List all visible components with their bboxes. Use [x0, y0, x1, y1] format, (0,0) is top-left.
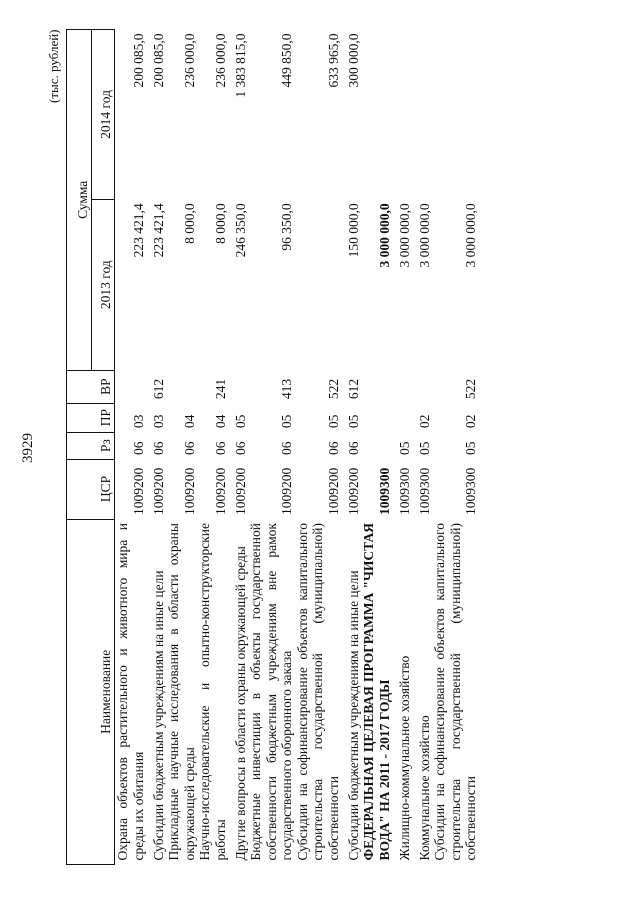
header-name: Наименование: [67, 519, 115, 864]
row-name: Прикладные научные исследования в области охраны окружающей среды: [166, 523, 197, 861]
row-pr: 03: [130, 414, 146, 429]
row-csr: 1009200: [345, 467, 361, 516]
row-pr: 04: [181, 414, 197, 429]
row-vr: 612: [345, 378, 361, 400]
row-csr: 1009300: [396, 467, 412, 516]
row-csr: 1009300: [376, 467, 392, 516]
row-name: Охрана объектов растительного и животного мира и среды их обитания: [115, 523, 146, 861]
table-row: [228, 30, 248, 865]
row-vr: 522: [463, 378, 479, 400]
row-2014: [392, 30, 412, 200]
row-2014: 1 383 815,0: [232, 33, 248, 98]
row-2014: 236 000,0: [181, 33, 197, 88]
row-csr: 1009200: [279, 467, 295, 516]
row-2013: 3 000 000,0: [376, 203, 392, 268]
header-vr: ВР: [67, 370, 115, 403]
row-name: ФЕДЕРАЛЬНАЯ ЦЕЛЕВАЯ ПРОГРАММА "ЧИСТАЯ ВОДА" НА 2011 - 2017 ГОДЫ: [361, 523, 392, 861]
row-pr: [392, 403, 412, 432]
header-2013: 2013 год: [92, 199, 115, 370]
header-sum: Сумма: [67, 30, 92, 371]
row-csr: 1009200: [181, 467, 197, 516]
header-rz: Рз: [67, 432, 115, 459]
row-vr: 612: [150, 378, 166, 400]
row-2013: 3 000 000,0: [396, 203, 412, 268]
row-2014: [361, 30, 392, 200]
row-rz: [361, 432, 392, 459]
row-pr: 02: [416, 414, 432, 429]
table-row: [248, 30, 295, 865]
row-rz: 06: [345, 441, 361, 456]
row-vr: 241: [212, 378, 228, 400]
header-pr: ПР: [67, 403, 115, 432]
row-rz: 06: [232, 441, 248, 456]
row-2014: 300 000,0: [345, 33, 361, 88]
row-2013: 223 421,4: [150, 203, 166, 258]
row-name: Коммунальное хозяйство: [416, 715, 432, 861]
row-name: Научно-исследовательские и опытно-конструкторские работы: [197, 523, 228, 861]
row-name: Субсидии на софинансирование объектов капитального строительства государственной (муниципальной) собственности: [294, 523, 341, 861]
row-rz: 06: [325, 441, 341, 456]
row-pr: 05: [279, 414, 295, 429]
row-pr: 05: [232, 414, 248, 429]
row-2013: 8 000,0: [212, 203, 228, 244]
row-name: Жилищно-коммунальное хозяйство: [396, 655, 412, 861]
row-vr: 413: [279, 378, 295, 400]
unit-note: (тыс. рублей): [46, 29, 61, 103]
row-rz: 06: [279, 441, 295, 456]
table-row: [361, 30, 392, 865]
row-vr: [166, 370, 197, 403]
row-pr: 05: [325, 414, 341, 429]
header-2014: 2014 год: [92, 30, 115, 200]
row-vr: [115, 370, 147, 403]
row-rz: 06: [130, 441, 146, 456]
row-rz: 05: [463, 441, 479, 456]
row-name: Субсидии бюджетным учреждениям на иные цели: [345, 570, 361, 861]
table-row: [412, 30, 432, 865]
row-vr: [392, 370, 412, 403]
row-2013: 150 000,0: [345, 203, 361, 258]
row-pr: 02: [463, 414, 479, 429]
row-rz: 06: [150, 441, 166, 456]
row-csr: 1009200: [325, 467, 341, 516]
budget-table: [66, 29, 479, 865]
row-2013: 96 350,0: [279, 203, 295, 251]
row-2013: 3 000 000,0: [416, 203, 432, 268]
table-row: [115, 30, 147, 865]
table-row: [197, 30, 228, 865]
row-csr: 1009300: [416, 467, 432, 516]
row-csr: 1009300: [463, 467, 479, 516]
row-rz: 06: [212, 441, 228, 456]
row-name: Субсидии бюджетным учреждениям на иные цели: [150, 570, 166, 861]
row-2014: 449 850,0: [279, 33, 295, 88]
row-vr: [412, 370, 432, 403]
row-2014: [412, 30, 432, 200]
row-2013: 3 000 000,0: [463, 203, 479, 268]
table-row: [295, 30, 342, 865]
row-2014: [432, 30, 479, 200]
table-row: [146, 30, 166, 865]
row-vr: [361, 370, 392, 403]
row-2014: 200 085,0: [130, 33, 146, 88]
row-pr: [361, 403, 392, 432]
row-2014: 633 965,0: [325, 33, 341, 88]
row-vr: 522: [325, 378, 341, 400]
row-rz: 05: [416, 441, 432, 456]
row-2014: 236 000,0: [212, 33, 228, 88]
row-csr: 1009200: [130, 467, 146, 516]
row-pr: 05: [345, 414, 361, 429]
row-vr: [228, 370, 248, 403]
row-rz: 06: [181, 441, 197, 456]
row-2013: 8 000,0: [181, 203, 197, 244]
row-pr: 04: [212, 414, 228, 429]
row-pr: 03: [150, 414, 166, 429]
row-csr: 1009200: [212, 467, 228, 516]
row-2014: 200 085,0: [150, 33, 166, 88]
table-row: [166, 30, 197, 865]
row-name: Бюджетные инвестиции в объекты государственной собственности бюджетным учреждениям вне рамок государственного оборонного заказа: [248, 523, 295, 861]
row-csr: 1009200: [150, 467, 166, 516]
table-row: [432, 30, 479, 865]
row-name: Субсидии на софинансирование объектов капитального строительства государственной (муниципальной) собственности: [432, 523, 479, 861]
header-csr: ЦСР: [67, 459, 115, 519]
table-row: [392, 30, 412, 865]
page-number: 3929: [20, 433, 36, 463]
row-rz: 05: [396, 441, 412, 456]
table-row: [341, 30, 361, 865]
row-2013: 246 350,0: [232, 203, 248, 258]
row-2013: [295, 199, 342, 370]
row-name: Другие вопросы в области охраны окружающей среды: [232, 546, 248, 861]
row-csr: 1009200: [232, 467, 248, 516]
row-2013: 223 421,4: [130, 203, 146, 258]
